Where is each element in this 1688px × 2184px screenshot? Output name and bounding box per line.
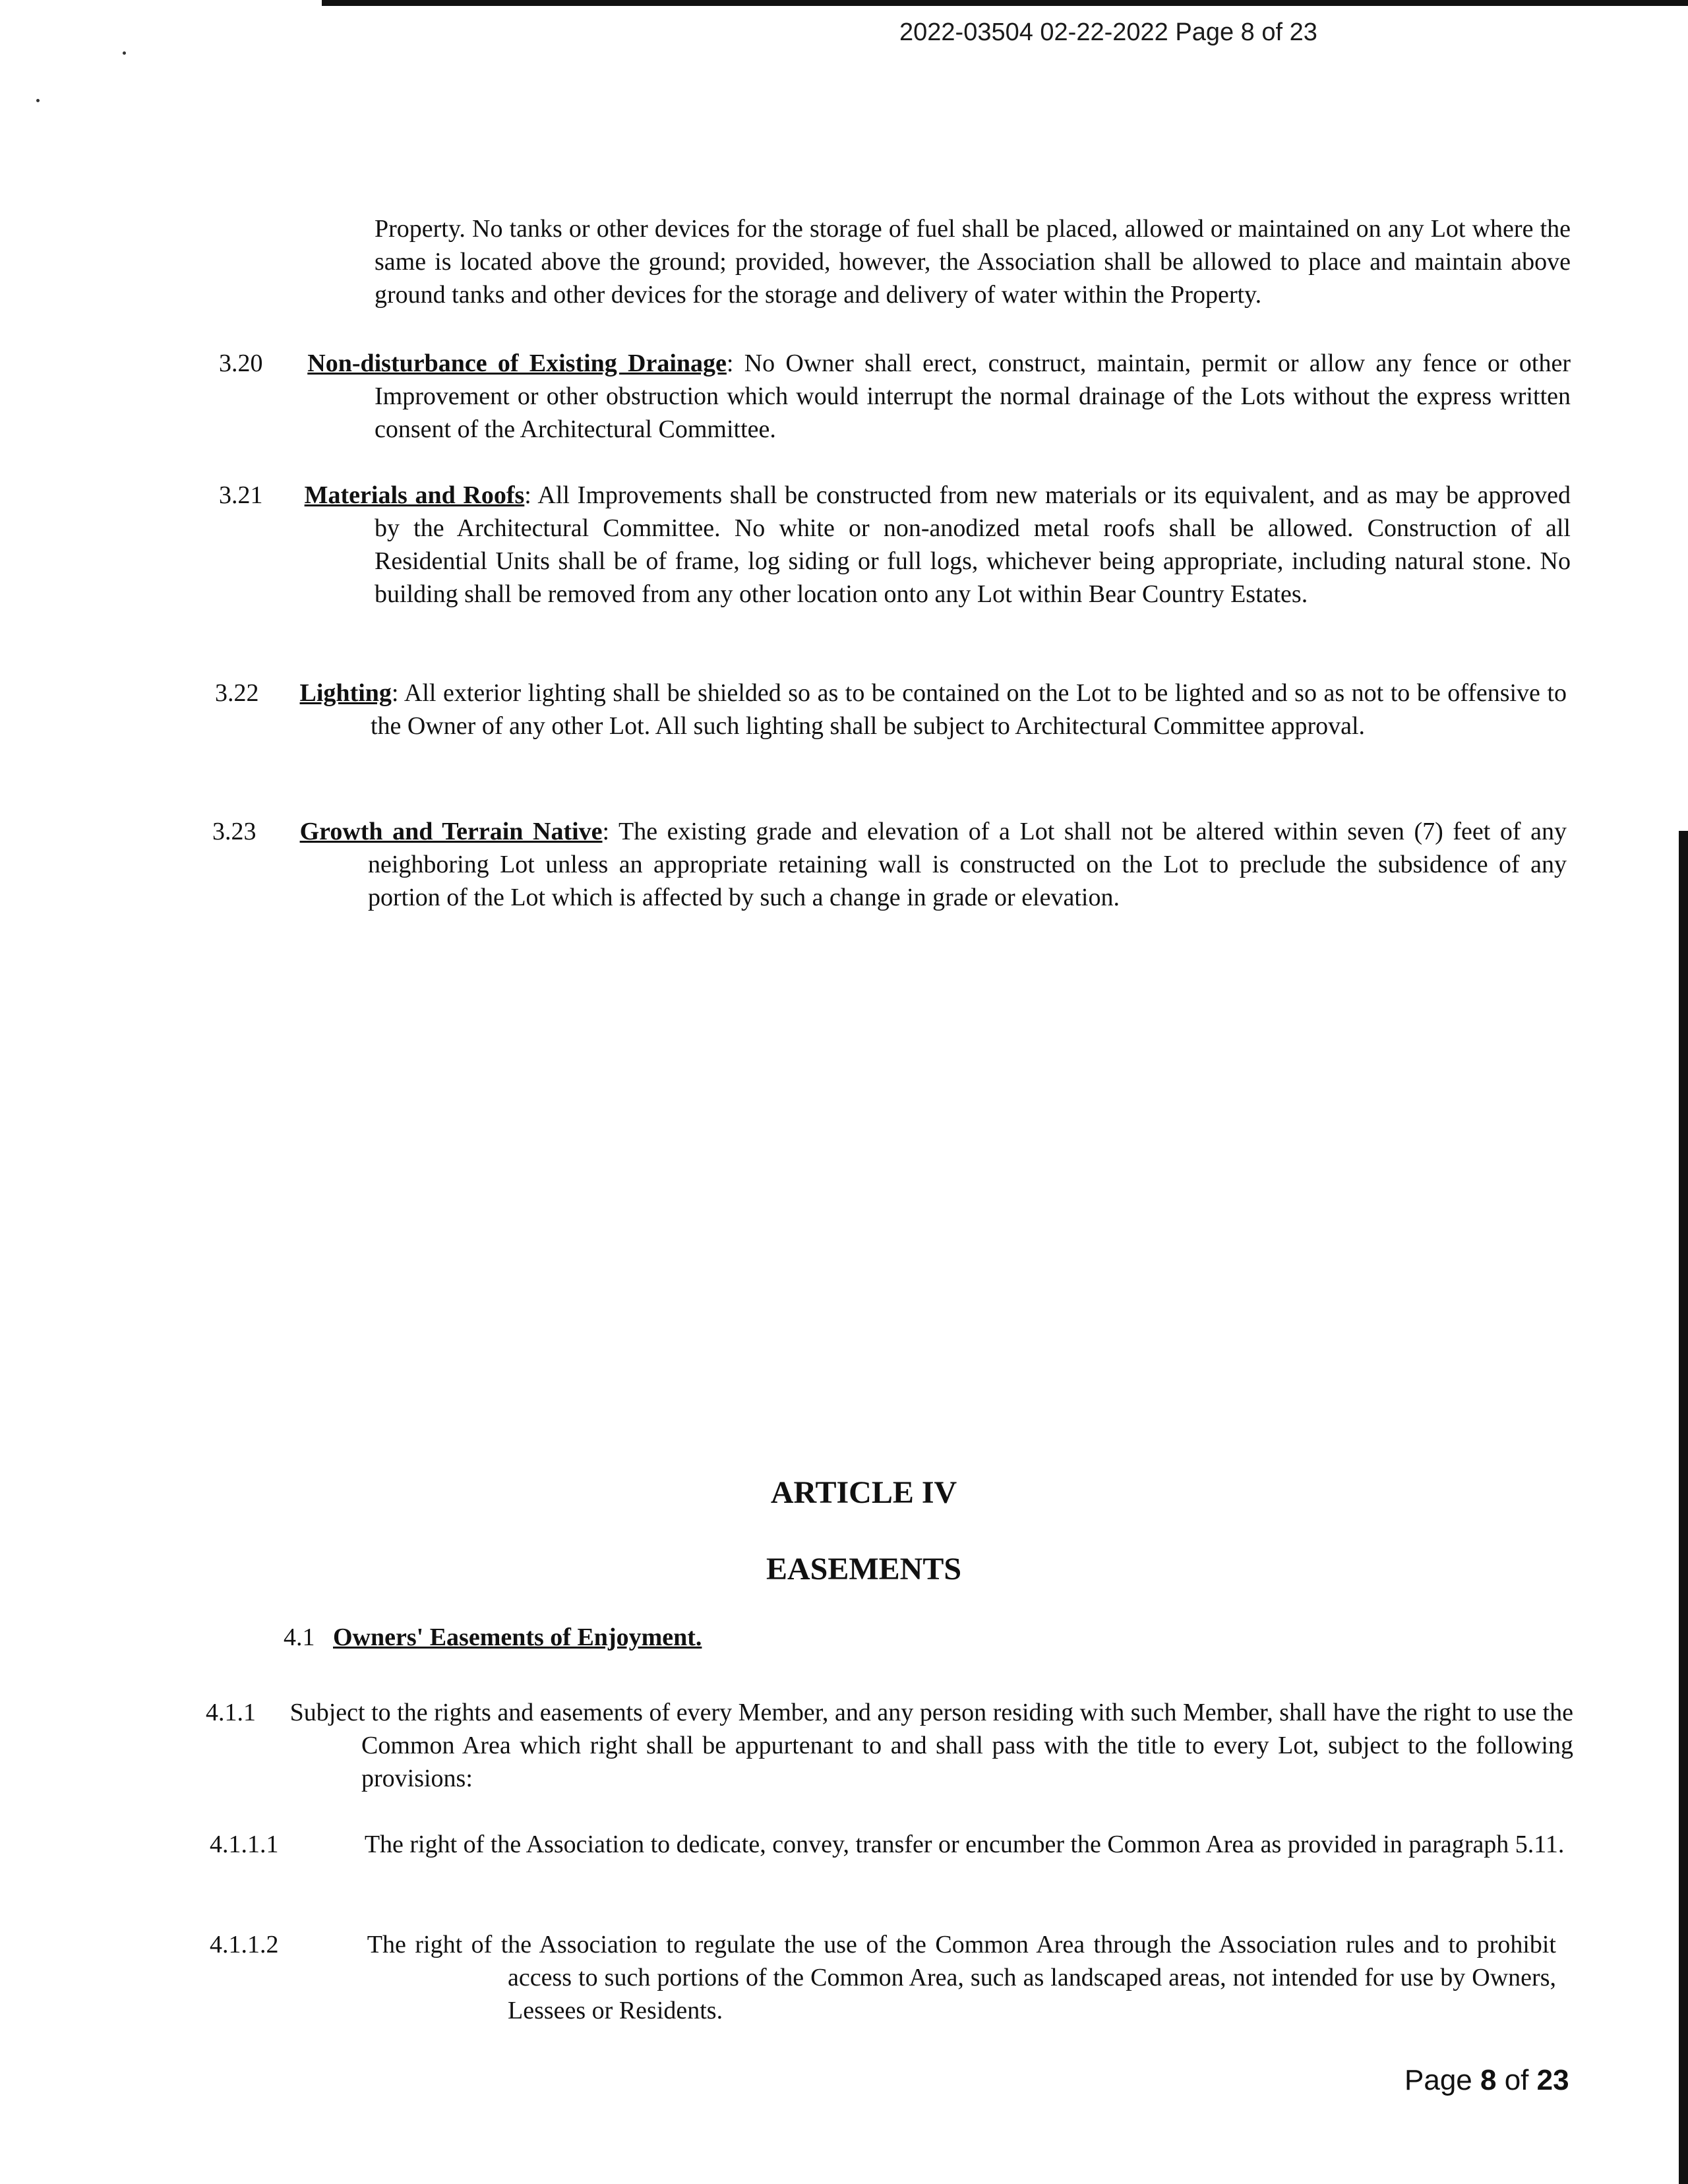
- section-heading: Growth and Terrain Native: [299, 818, 603, 845]
- section-text: : All Improvements shall be constructed from new materials or its equivalent, and as may be approved by the Architectural Committee. No white or non-anodized metal roofs shall be allowed. Construction of all Residential Units shall be of frame, log siding or full logs, whichever being appropriate, including natural stone. No building shall be removed from any other location onto any Lot within Bear Country Estates.: [375, 481, 1571, 608]
- footer-current-page: 8: [1480, 2064, 1497, 2096]
- section-heading: Materials and Roofs: [304, 481, 525, 509]
- scan-speck: [123, 51, 126, 55]
- section-3-19-continued: [375, 212, 1571, 311]
- section-heading: Lighting: [299, 679, 392, 707]
- section-text: The right of the Association to dedicate, convey, transfer or encumber the Common Area as provided in paragraph 5.11.: [364, 1831, 1565, 1858]
- section-heading: Non-disturbance of Existing Drainage: [307, 349, 727, 377]
- article-subtitle: EASEMENTS: [766, 1552, 962, 1587]
- section-3-21: 3.21 Materials and Roofs: All Improvements shall be constructed from new materials or its equivalent, and as may be approved by the Architectural Committee. No white or non-anodized metal roofs shall be allowed. Construction of all Residential Units shall be of frame, log siding or full logs, whichever being appropriate, including natural stone. No building shall be removed from any other location onto any Lot within Bear Country Estates.: [219, 481, 1571, 608]
- section-text: : No Owner shall erect, construct, maintain, permit or allow any fence or other Improvement or other obstruction which would interrupt the normal drainage of the Lots without the express written consent of the Architectural Committee.: [375, 349, 1571, 443]
- section-text: : The existing grade and elevation of a Lot shall not be altered within seven (7) feet of any neighboring Lot unless an appropriate retaining wall is constructed on the Lot to preclude the subsidence of any portion of the Lot which is affected by such a change in grade or elevation.: [368, 818, 1567, 911]
- recording-stamp: 2022-03504 02-22-2022 Page 8 of 23: [899, 18, 1317, 46]
- section-text: : All exterior lighting shall be shielded so as to be contained on the Lot to be lighted and so as not to be offensive to the Owner of any other Lot. All such lighting shall be subject to Architectural Committee approval.: [371, 679, 1567, 740]
- page-number-footer: [1404, 2064, 1569, 2097]
- section-3-20: 3.20 Non-disturbance of Existing Drainage: No Owner shall erect, construct, maintain, permit or allow any fence or other Improvement or other obstruction which would interrupt the normal drainage of the Lots without the express written consent of the Architectural Committee.: [219, 349, 1571, 443]
- section-text: Subject to the rights and easements of every Member, and any person residing with such Member, shall have the right to use the Common Area which right shall be appurtenant to and shall pass with the title to every Lot, subject to the following provisions:: [289, 1699, 1574, 1792]
- section-4-1-1-1: 4.1.1.1 The right of the Association to dedicate, convey, transfer or encumber the Common Area as provided in paragraph 5.11.: [210, 1831, 1565, 1858]
- top-border-rule: [322, 0, 1688, 6]
- section-4-1: [284, 1621, 1536, 1654]
- footer-prefix: Page: [1404, 2064, 1480, 2096]
- section-3-23: 3.23 Growth and Terrain Native: The existing grade and elevation of a Lot shall not be altered within seven (7) feet of any neighboring Lot unless an appropriate retaining wall is constructed on the Lot to preclude the subsidence of any portion of the Lot which is affected by such a change in grade or elevation.: [212, 818, 1567, 911]
- section-4-1-1-2: 4.1.1.2 The right of the Association to regulate the use of the Common Area through the Association rules and to prohibit access to such portions of the Common Area, such as landscaped areas, not intended for use by Owners, Lessees or Residents.: [210, 1931, 1556, 2024]
- section-heading: Owners' Easements of Enjoyment.: [333, 1623, 702, 1651]
- section-3-22: 3.22 Lighting: All exterior lighting shall be shielded so as to be contained on the Lot to be lighted and so as not to be offensive to the Owner of any other Lot. All such lighting shall be subject to Architectural Committee approval.: [215, 679, 1567, 740]
- scan-speck: [36, 99, 40, 102]
- section-text: The right of the Association to regulate the use of the Common Area through the Association rules and to prohibit access to such portions of the Common Area, such as landscaped areas, not intended for use by Owners, Lessees or Residents.: [367, 1931, 1556, 2024]
- section-text: Property. No tanks or other devices for the storage of fuel shall be placed, allowed or maintained on any Lot where the same is located above the ground; provided, however, the Association shall be allowed to place and maintain above ground tanks and other devices for the storage and delivery of water within the Property.: [375, 215, 1571, 309]
- section-4-1-1: 4.1.1 Subject to the rights and easements of every Member, and any person residing with such Member, shall have the right to use the Common Area which right shall be appurtenant to and shall pass with the title to every Lot, subject to the following provisions:: [206, 1699, 1574, 1792]
- footer-total-pages: 23: [1536, 2064, 1569, 2096]
- footer-middle: of: [1496, 2064, 1537, 2096]
- section-number: 4.1: [284, 1623, 315, 1651]
- article-title: ARTICLE IV: [770, 1475, 957, 1510]
